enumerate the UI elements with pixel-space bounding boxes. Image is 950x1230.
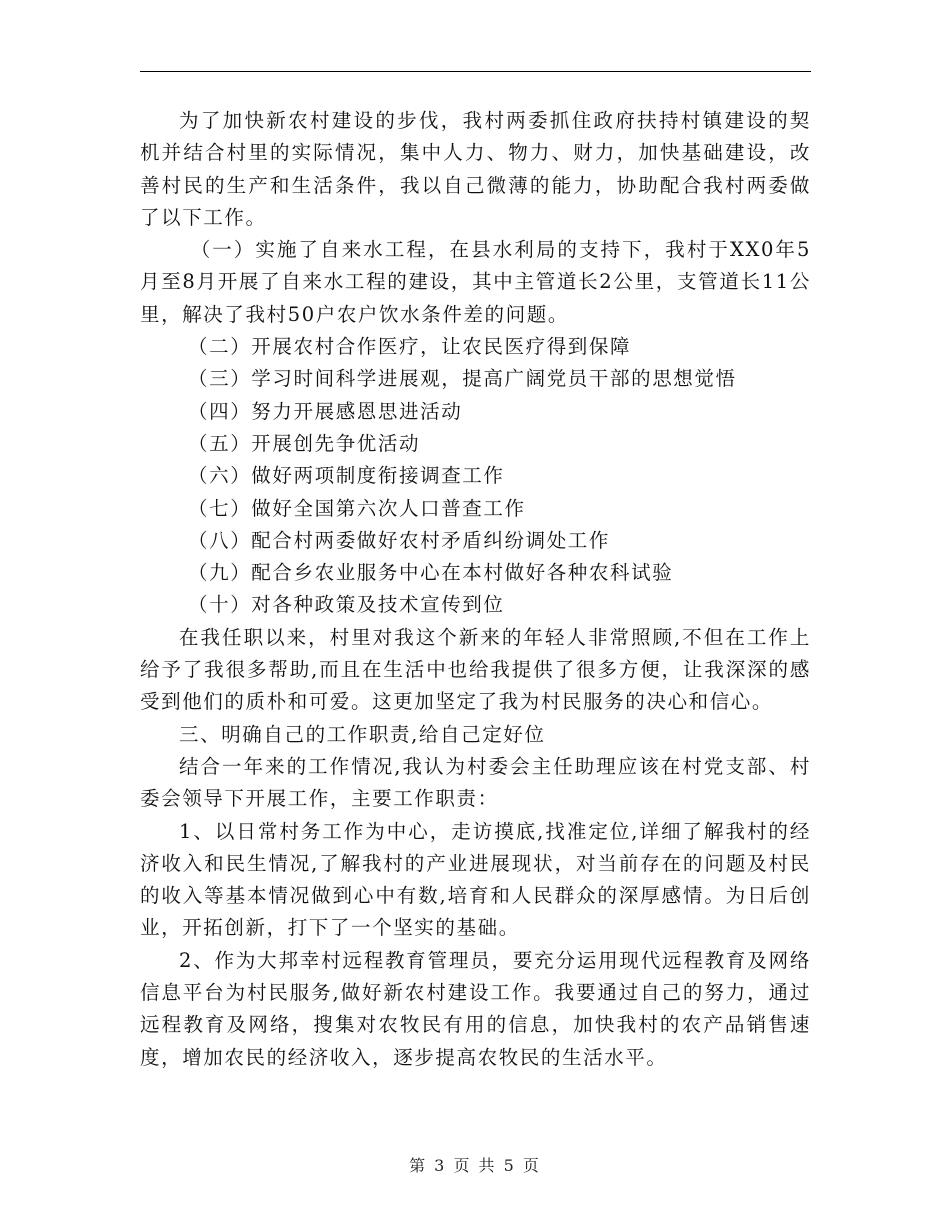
header-rule xyxy=(140,71,811,72)
list-item: （四）努力开展感恩思进活动 xyxy=(188,399,463,423)
list-item: （九）配合乡农业服务中心在本村做好各种农科试验 xyxy=(188,561,674,585)
list-item: （六）做好两项制度衔接调查工作 xyxy=(188,464,505,488)
document-body xyxy=(140,105,811,1074)
list-item: （二）开展农村合作医疗，让农民医疗得到保障 xyxy=(188,335,632,359)
duty-1-paragraph: 1、以日常村务工作为中心，走访摸底,找准定位,详细了解我村的经济收入和民生情况,了解我村的产业进展现状，对当前存在的问题及村民的收入等基本情况做到心中有数,培育和人民群众的深厚感情。为日后创业，开拓创新，打下了一个坚实的基础。 xyxy=(140,819,811,940)
list-item: （七）做好全国第六次人口普查工作 xyxy=(188,496,526,520)
duties-intro-paragraph: 结合一年来的工作情况,我认为村委会主任助理应该在村党支部、村委会领导下开展工作，主要工作职责： xyxy=(140,754,811,811)
duty-2-paragraph: 2、作为大邦幸村远程教育管理员，要充分运用现代远程教育及网络信息平台为村民服务,做好新农村建设工作。我要通过自己的努力，通过远程教育及网络，搜集对农牧民有用的信息，加快我村的农产品销售速度，增加农民的经济收入，逐步提高农牧民的生活水平。 xyxy=(140,948,811,1069)
intro-paragraph: 为了加快新农村建设的步伐，我村两委抓住政府扶持村镇建设的契机并结合村里的实际情况，集中人力、物力、财力，加快基础建设，改善村民的生产和生活条件，我以自己微薄的能力，协助配合我村两委做了以下工作。 xyxy=(140,109,811,229)
item-1-paragraph: （一）实施了自来水工程，在县水利局的支持下，我村于XX0年5月至8月开展了自来水工程的建设，其中主管道长2公里，支管道长11公里，解决了我村50户农户饮水条件差的问题。 xyxy=(140,238,811,326)
page-number: 第 3 页 共 5 页 xyxy=(409,1156,541,1175)
list-item: （十）对各种政策及技术宣传到位 xyxy=(188,593,505,617)
section-heading: 三、明确自己的工作职责,给自己定好位 xyxy=(179,722,546,746)
list-item: （八）配合村两委做好农村矛盾纠纷调处工作 xyxy=(188,528,611,552)
list-item: （五）开展创先争优活动 xyxy=(188,431,421,455)
gratitude-paragraph: 在我任职以来，村里对我这个新来的年轻人非常照顾,不但在工作上给予了我很多帮助,而且在生活中也给我提供了很多方便，让我深深的感受到他们的质朴和可爱。这更加坚定了我为村民服务的决心和信心。 xyxy=(140,625,811,714)
list-item: （三）学习时间科学进展观，提高广阔党员干部的思想觉悟 xyxy=(188,367,737,391)
